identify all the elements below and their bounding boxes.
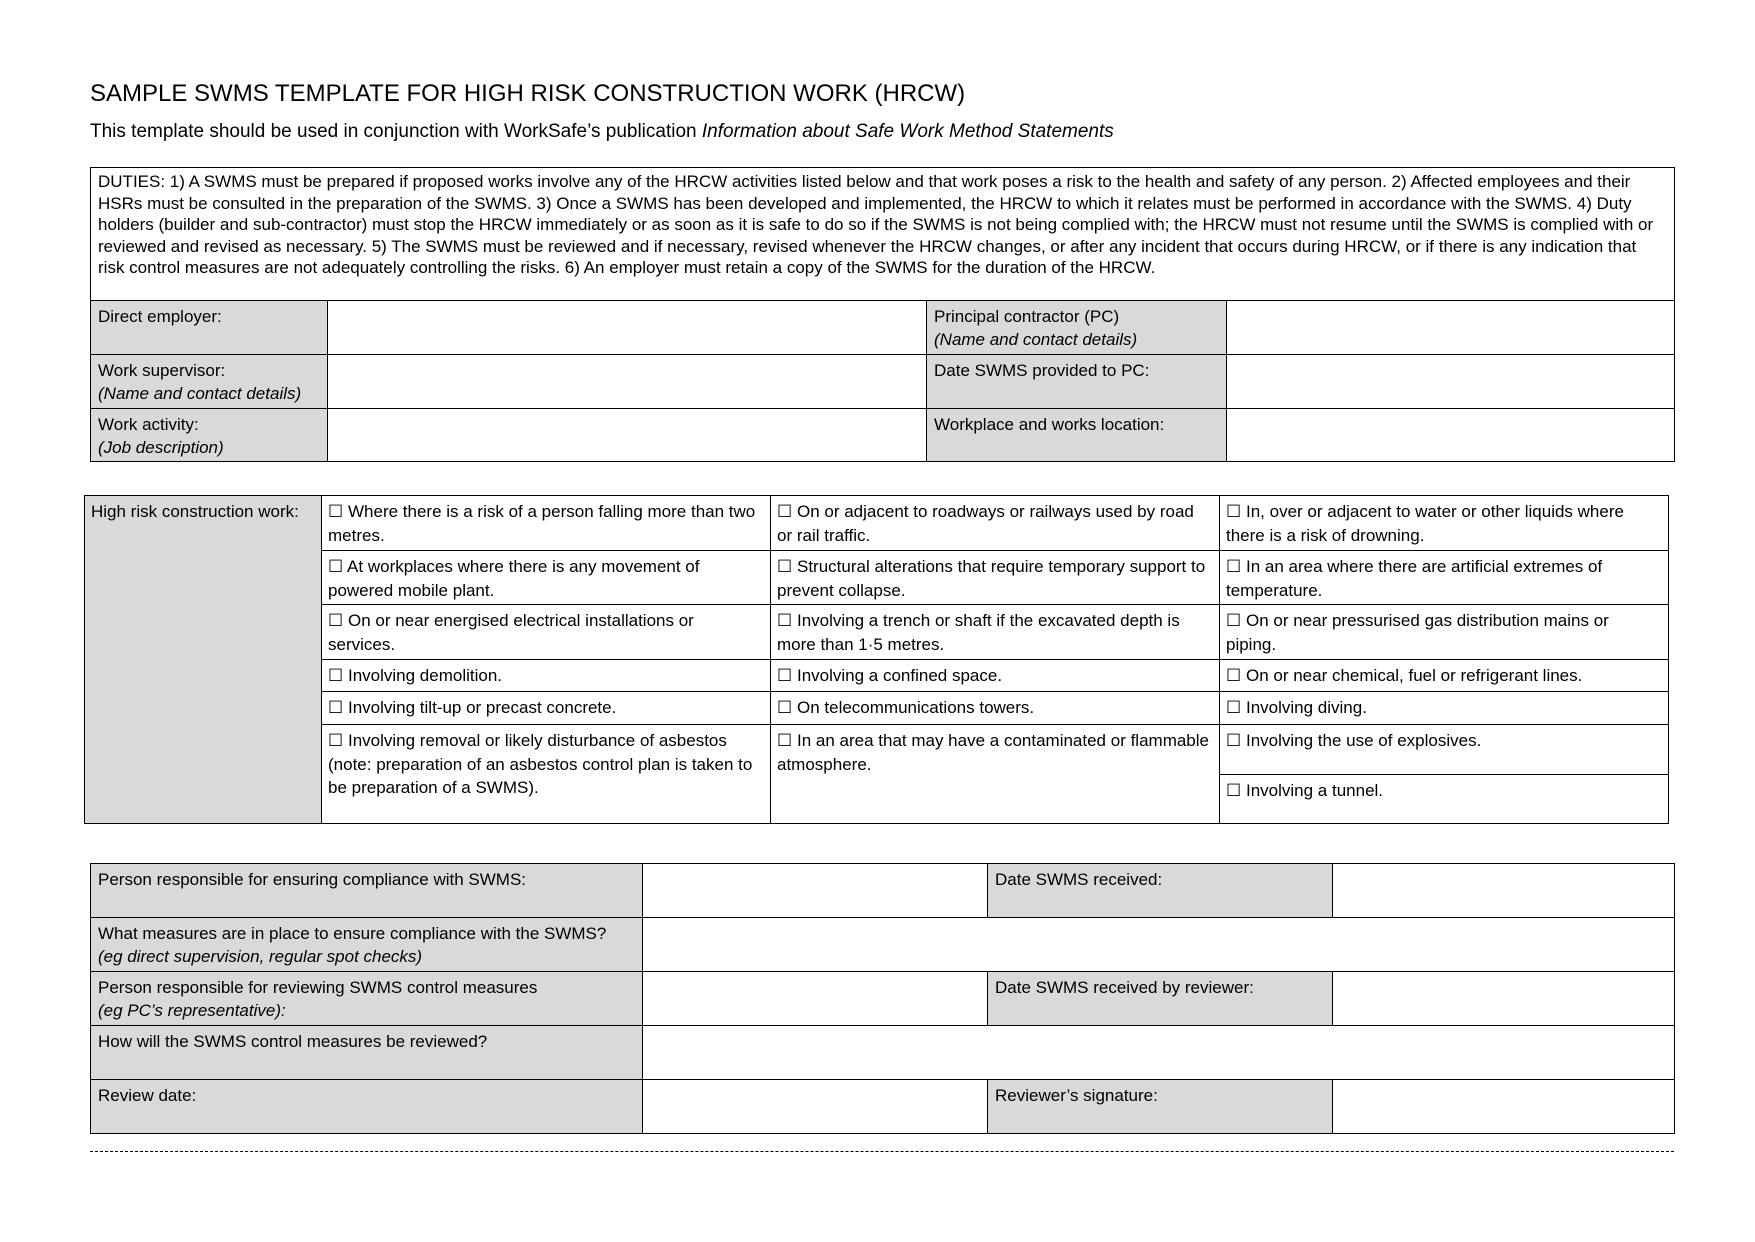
hrcw-item-text: In, over or adjacent to water or other liquids where there is a risk of drowning. [1226, 502, 1624, 545]
checkbox-icon[interactable]: ☐ [777, 731, 793, 751]
details-table [90, 167, 1675, 462]
hrcw-item[interactable] [1220, 551, 1669, 605]
hrcw-item[interactable] [771, 605, 1220, 660]
direct-employer-label [91, 301, 328, 355]
direct-employer-field[interactable] [328, 301, 927, 355]
checkbox-icon[interactable]: ☐ [328, 731, 344, 751]
reviewer-label [91, 972, 643, 1026]
publication-title: Information about Safe Work Method Statements [701, 121, 1114, 142]
principal-contractor-text: Principal contractor (PC) [934, 307, 1120, 326]
hrcw-item-text: In an area where there are artificial extremes of temperature. [1226, 557, 1603, 600]
person-responsible-label [91, 864, 643, 918]
review-date-field[interactable] [643, 1080, 988, 1134]
page-title: SAMPLE SWMS TEMPLATE FOR HIGH RISK CONSTRUCTION WORK (HRCW) [90, 80, 966, 107]
measures-question: What measures are in place to ensure compliance with the SWMS? [98, 924, 607, 943]
date-provided-text: Date SWMS provided to PC: [934, 361, 1150, 380]
reviewer-field[interactable] [643, 972, 988, 1026]
hrcw-item-text: In an area that may have a contaminated or flammable atmosphere. [777, 731, 1209, 774]
checkbox-icon[interactable]: ☐ [1226, 502, 1242, 522]
how-reviewed-field[interactable] [643, 1026, 1675, 1080]
checkbox-icon[interactable]: ☐ [777, 666, 793, 686]
hrcw-item[interactable] [771, 725, 1220, 824]
checkbox-icon[interactable]: ☐ [777, 698, 793, 718]
date-received-reviewer-field[interactable] [1333, 972, 1675, 1026]
checkbox-icon[interactable]: ☐ [1226, 698, 1242, 718]
hrcw-table [84, 495, 1669, 824]
hrcw-item[interactable] [1220, 725, 1669, 775]
work-activity-hint: (Job description) [98, 438, 224, 457]
work-activity-label [91, 409, 328, 462]
hrcw-item[interactable] [1220, 692, 1669, 725]
checkbox-icon[interactable]: ☐ [328, 611, 344, 631]
page-subtitle [90, 121, 1114, 143]
date-provided-field[interactable] [1227, 355, 1675, 409]
checkbox-icon[interactable]: ☐ [777, 502, 793, 522]
reviewer-hint: (eg PC’s representative): [98, 1001, 286, 1020]
hrcw-item[interactable] [322, 496, 771, 551]
reviewer-signature-label [988, 1080, 1333, 1134]
checkbox-icon[interactable]: ☐ [328, 502, 344, 522]
hrcw-label-text: High risk construction work: [91, 502, 299, 521]
checkbox-icon[interactable]: ☐ [1226, 731, 1242, 751]
how-reviewed-text: How will the SWMS control measures be reviewed? [98, 1032, 488, 1051]
person-responsible-text: Person responsible for ensuring compliance with SWMS: [98, 870, 527, 889]
checkbox-icon[interactable]: ☐ [1226, 611, 1242, 631]
hrcw-item[interactable] [322, 660, 771, 692]
principal-contractor-hint: (Name and contact details) [934, 330, 1138, 349]
hrcw-item[interactable] [1220, 775, 1669, 824]
work-supervisor-hint: (Name and contact details) [98, 384, 302, 403]
hrcw-item[interactable] [322, 551, 771, 605]
reviewer-text: Person responsible for reviewing SWMS control measures [98, 978, 538, 997]
hrcw-item-text: Structural alterations that require temporary support to prevent collapse. [777, 557, 1206, 600]
principal-contractor-field[interactable] [1227, 301, 1675, 355]
work-supervisor-text: Work supervisor: [98, 361, 226, 380]
hrcw-item-text: On or near pressurised gas distribution mains or piping. [1226, 611, 1609, 654]
hrcw-item-text: On telecommunications towers. [796, 698, 1035, 717]
checkbox-icon[interactable]: ☐ [1226, 781, 1242, 801]
checkbox-icon[interactable]: ☐ [328, 698, 344, 718]
hrcw-item[interactable] [322, 725, 771, 824]
hrcw-item-text: Involving diving. [1245, 698, 1367, 717]
direct-employer-text: Direct employer: [98, 307, 222, 326]
work-activity-text: Work activity: [98, 415, 199, 434]
hrcw-item-text: Involving a tunnel. [1245, 781, 1384, 800]
subtitle-text: This template should be used in conjunction with WorkSafe’s publication [90, 121, 697, 142]
checkbox-icon[interactable]: ☐ [328, 557, 344, 577]
reviewer-signature-field[interactable] [1333, 1080, 1675, 1134]
hrcw-item-text: On or near chemical, fuel or refrigerant lines. [1245, 666, 1583, 685]
person-responsible-field[interactable] [643, 864, 988, 918]
principal-contractor-label [927, 301, 1227, 355]
hrcw-item-text: On or near energised electrical installations or services. [328, 611, 694, 654]
hrcw-item-text: Involving removal or likely disturbance of asbestos (note: preparation of an asbestos control plan is taken to be preparation of a SWMS). [328, 731, 753, 797]
hrcw-item-text: Involving a trench or shaft if the excavated depth is more than 1·5 metres. [777, 611, 1180, 654]
hrcw-item[interactable] [322, 605, 771, 660]
hrcw-item[interactable] [1220, 496, 1669, 551]
work-supervisor-field[interactable] [328, 355, 927, 409]
date-received-field[interactable] [1333, 864, 1675, 918]
measures-label [91, 918, 643, 972]
date-received-label [988, 864, 1333, 918]
workplace-location-text: Workplace and works location: [934, 415, 1165, 434]
checkbox-icon[interactable]: ☐ [777, 557, 793, 577]
hrcw-item-text: On or adjacent to roadways or railways used by road or rail traffic. [777, 502, 1194, 545]
measures-field[interactable] [643, 918, 1675, 972]
hrcw-item[interactable] [771, 496, 1220, 551]
reviewer-signature-text: Reviewer’s signature: [995, 1086, 1158, 1105]
date-received-reviewer-label [988, 972, 1333, 1026]
work-supervisor-label [91, 355, 328, 409]
date-provided-label [927, 355, 1227, 409]
review-date-text: Review date: [98, 1086, 197, 1105]
hrcw-item[interactable] [771, 660, 1220, 692]
hrcw-item[interactable] [1220, 660, 1669, 692]
workplace-location-field[interactable] [1227, 409, 1675, 462]
workplace-location-label [927, 409, 1227, 462]
hrcw-item-text: Involving demolition. [347, 666, 503, 685]
checkbox-icon[interactable]: ☐ [777, 611, 793, 631]
hrcw-item-text: Involving the use of explosives. [1245, 731, 1482, 750]
hrcw-item-text: At workplaces where there is any movement of powered mobile plant. [328, 557, 700, 600]
hrcw-item[interactable] [771, 551, 1220, 605]
review-date-label [91, 1080, 643, 1134]
hrcw-item-text: Where there is a risk of a person falling more than two metres. [328, 502, 756, 545]
hrcw-label [85, 496, 322, 824]
measures-hint: (eg direct supervision, regular spot checks) [98, 947, 423, 966]
checkbox-icon[interactable]: ☐ [1226, 666, 1242, 686]
hrcw-item[interactable] [771, 692, 1220, 725]
checkbox-icon[interactable]: ☐ [1226, 557, 1242, 577]
cut-line-divider [90, 1151, 1674, 1152]
checkbox-icon[interactable]: ☐ [328, 666, 344, 686]
hrcw-item[interactable] [1220, 605, 1669, 660]
work-activity-field[interactable] [328, 409, 927, 462]
how-reviewed-label [91, 1026, 643, 1080]
hrcw-item-text: Involving tilt-up or precast concrete. [347, 698, 617, 717]
duties-text: DUTIES: 1) A SWMS must be prepared if proposed works involve any of the HRCW activities listed below and that work poses a risk to the health and safety of any person. 2) Affected employees and their HSRs must be consulted in the preparation of the SWMS. 3) Once a SWMS has been developed and implemented, the HRCW to which it relates must be performed in accordance with the SWMS. 4) Duty holders (builder and sub-contractor) must stop the HRCW immediately or as soon as it is safe to do so if the SWMS is not being complied with; the HRCW must not resume until the SWMS is complied with or reviewed and revised as necessary. 5) The SWMS must be reviewed and if necessary, revised whenever the HRCW changes, or after any incident that occurs during HRCW, or if there is any indication that risk control measures are not adequately controlling the risks. 6) An employer must retain a copy of the SWMS for the duration of the HRCW. [91, 168, 1675, 301]
hrcw-item[interactable] [322, 692, 771, 725]
date-received-reviewer-text: Date SWMS received by reviewer: [995, 978, 1254, 997]
compliance-table [90, 863, 1675, 1134]
date-received-text: Date SWMS received: [995, 870, 1163, 889]
hrcw-item-text: Involving a confined space. [796, 666, 1003, 685]
